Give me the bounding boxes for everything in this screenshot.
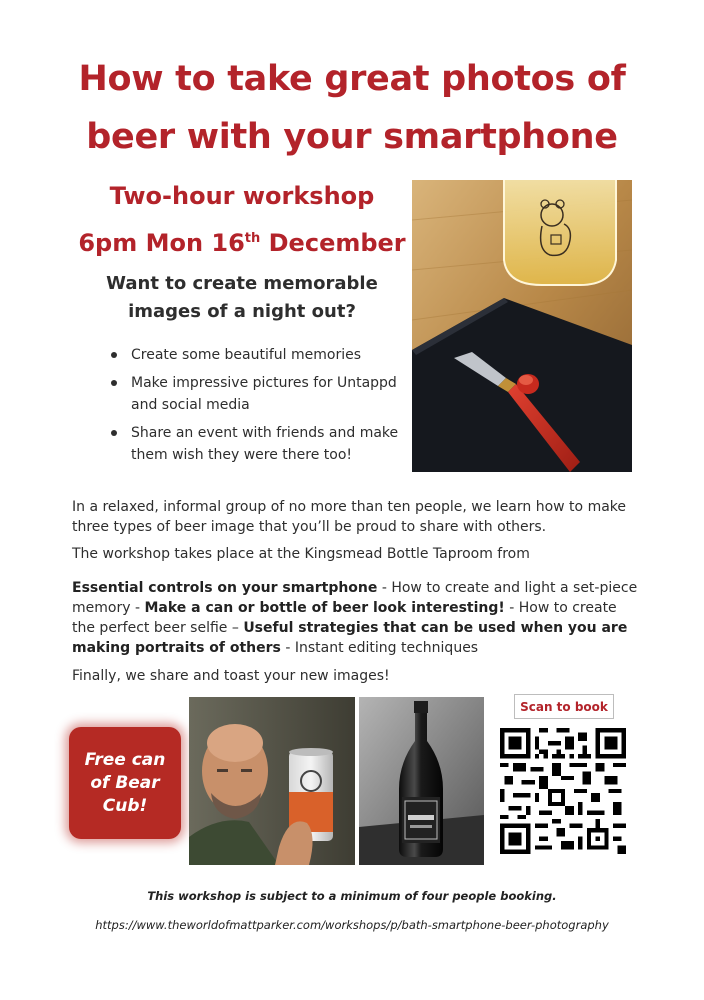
question-line-1: Want to create memorable xyxy=(106,273,378,294)
list-item: Share an event with friends and make them wish they were there too! xyxy=(108,422,408,466)
date-superscript: th xyxy=(244,231,261,246)
free-can-badge xyxy=(69,727,181,839)
minimum-booking-notice: This workshop is subject to a minimum of four people booking. xyxy=(147,889,557,903)
workshop-subtitle: Two-hour workshop xyxy=(109,182,375,210)
intro-paragraph: In a relaxed, informal group of no more than ten people, we learn how to make three types of beer image that you’ll be proud to share with others. xyxy=(72,499,627,535)
booking-url[interactable]: https://www.theworldofmattparker.com/workshops/p/bath-smartphone-beer-photography xyxy=(95,918,609,932)
title-line-2: beer with your smartphone xyxy=(86,117,618,157)
title-line-1: How to take great photos of xyxy=(78,59,626,99)
benefit-list xyxy=(108,344,408,472)
page-title xyxy=(40,50,664,166)
question-line-2: images of a night out? xyxy=(128,301,356,322)
workshop-date xyxy=(72,229,412,257)
topic-separator-2: - How to create the perfect beer selfie – xyxy=(72,600,617,636)
topic-3: Useful strategies that can be used when you are making portraits of others xyxy=(72,620,628,656)
intro-question xyxy=(92,270,392,326)
beer-glass-pen-photo xyxy=(412,180,632,472)
topic-separator-3: - Instant editing techniques xyxy=(280,640,479,656)
topic-2: Make a can or bottle of beer look interesting! xyxy=(144,600,505,616)
beer-bottle-photo xyxy=(359,697,484,865)
booking-qr-code[interactable] xyxy=(500,728,626,854)
date-suffix: December xyxy=(260,229,406,257)
topics-paragraph xyxy=(72,578,642,658)
scan-to-book-button[interactable]: Scan to book xyxy=(514,694,614,719)
free-can-text: Free can of Bear Cub! xyxy=(84,749,166,816)
list-item: Create some beautiful memories xyxy=(108,344,408,366)
closing-paragraph: Finally, we share and toast your new images! xyxy=(72,668,390,684)
selfie-photo xyxy=(189,697,355,865)
topic-separator-1: - How to create and light a set-piece memory - xyxy=(72,580,638,616)
location-paragraph: The workshop takes place at the Kingsmead Bottle Taproom from xyxy=(72,546,530,562)
date-prefix: 6pm Mon 16 xyxy=(78,229,245,257)
list-item: Make impressive pictures for Untappd and social media xyxy=(108,372,408,416)
topic-1: Essential controls on your smartphone xyxy=(72,580,378,596)
